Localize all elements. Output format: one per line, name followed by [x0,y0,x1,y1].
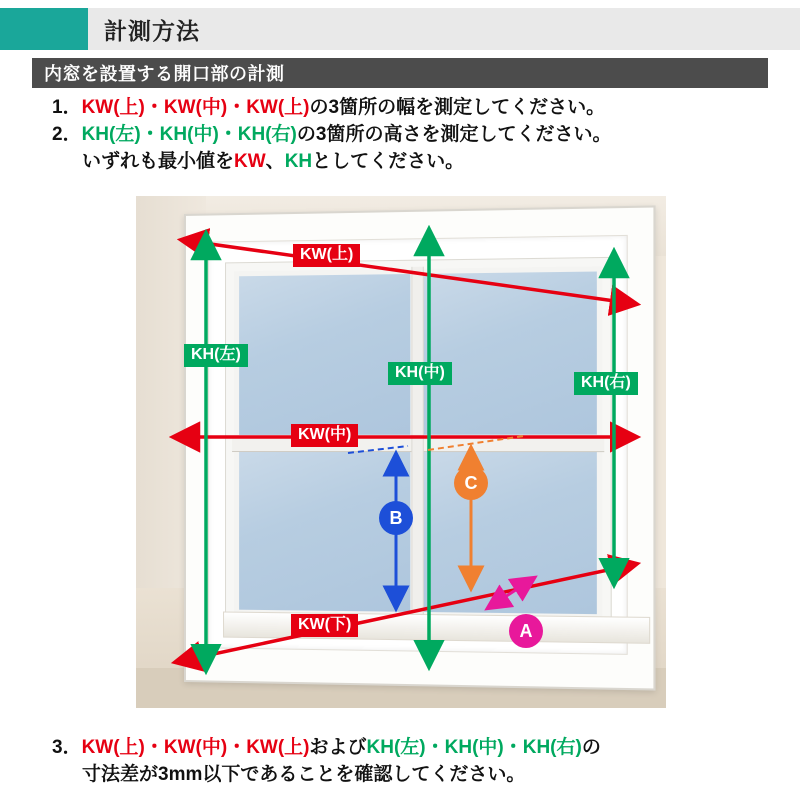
instruction-2b-sep: 、 [265,151,285,172]
arrow-kw-top [182,240,636,304]
instruction-1-kw-text: KW(上)・KW(中)・KW(上) [81,97,310,118]
dashed-line-b [348,446,408,453]
instruction-2b-kw: KW [234,151,266,172]
footer-line-2 [52,761,782,788]
label-kh-right: KH(右) [574,372,638,395]
page-header [0,8,800,50]
instruction-number-1: 1． [52,97,82,118]
footer-kw-text: KW(上)・KW(中)・KW(上) [81,737,310,758]
page-title: 計測方法 [104,17,200,44]
measurement-overlay [136,196,666,708]
subheader-label: 内窓を設置する開口部の計測 [44,64,285,84]
marker-a: A [509,614,543,648]
measurement-figure [136,196,666,708]
instruction-2b-kh: KH [284,151,313,172]
instruction-1-plain-text: の3箇所の幅を測定してください。 [309,97,606,118]
footer-instructions [52,734,782,788]
marker-c: C [454,466,488,500]
label-kh-center: KH(中) [388,362,452,385]
header-title-band [88,8,800,50]
instruction-2-plain-text: の3箇所の高さを測定してください。 [296,124,612,145]
section-subheader [32,58,768,88]
instruction-line-2b [52,148,772,175]
footer-line-1 [52,734,782,761]
instruction-number-2: 2． [52,124,82,145]
instruction-line-2 [52,121,772,148]
instruction-2b-part1: いずれも最小値を [82,151,235,172]
instruction-2-kh-text: KH(左)・KH(中)・KH(右) [81,124,297,145]
footer-number-3: 3． [52,737,82,758]
label-kw-top: KW(上) [293,244,360,267]
header-accent-block [0,8,88,50]
footer-line-2-text: 寸法差が3mm以下であることを確認してください。 [82,764,526,785]
instruction-list [52,94,772,175]
arrow-kw-bottom [176,564,636,662]
footer-tail-text: の [581,737,601,758]
footer-kh-text: KH(左)・KH(中)・KH(右) [366,737,582,758]
label-kw-bottom: KW(下) [291,614,358,637]
label-kw-middle: KW(中) [291,424,358,447]
marker-b: B [379,501,413,535]
label-kh-left: KH(左) [184,344,248,367]
instruction-line-1 [52,94,772,121]
footer-conj-text: および [309,737,367,758]
instruction-2b-part2: としてください。 [312,151,465,172]
